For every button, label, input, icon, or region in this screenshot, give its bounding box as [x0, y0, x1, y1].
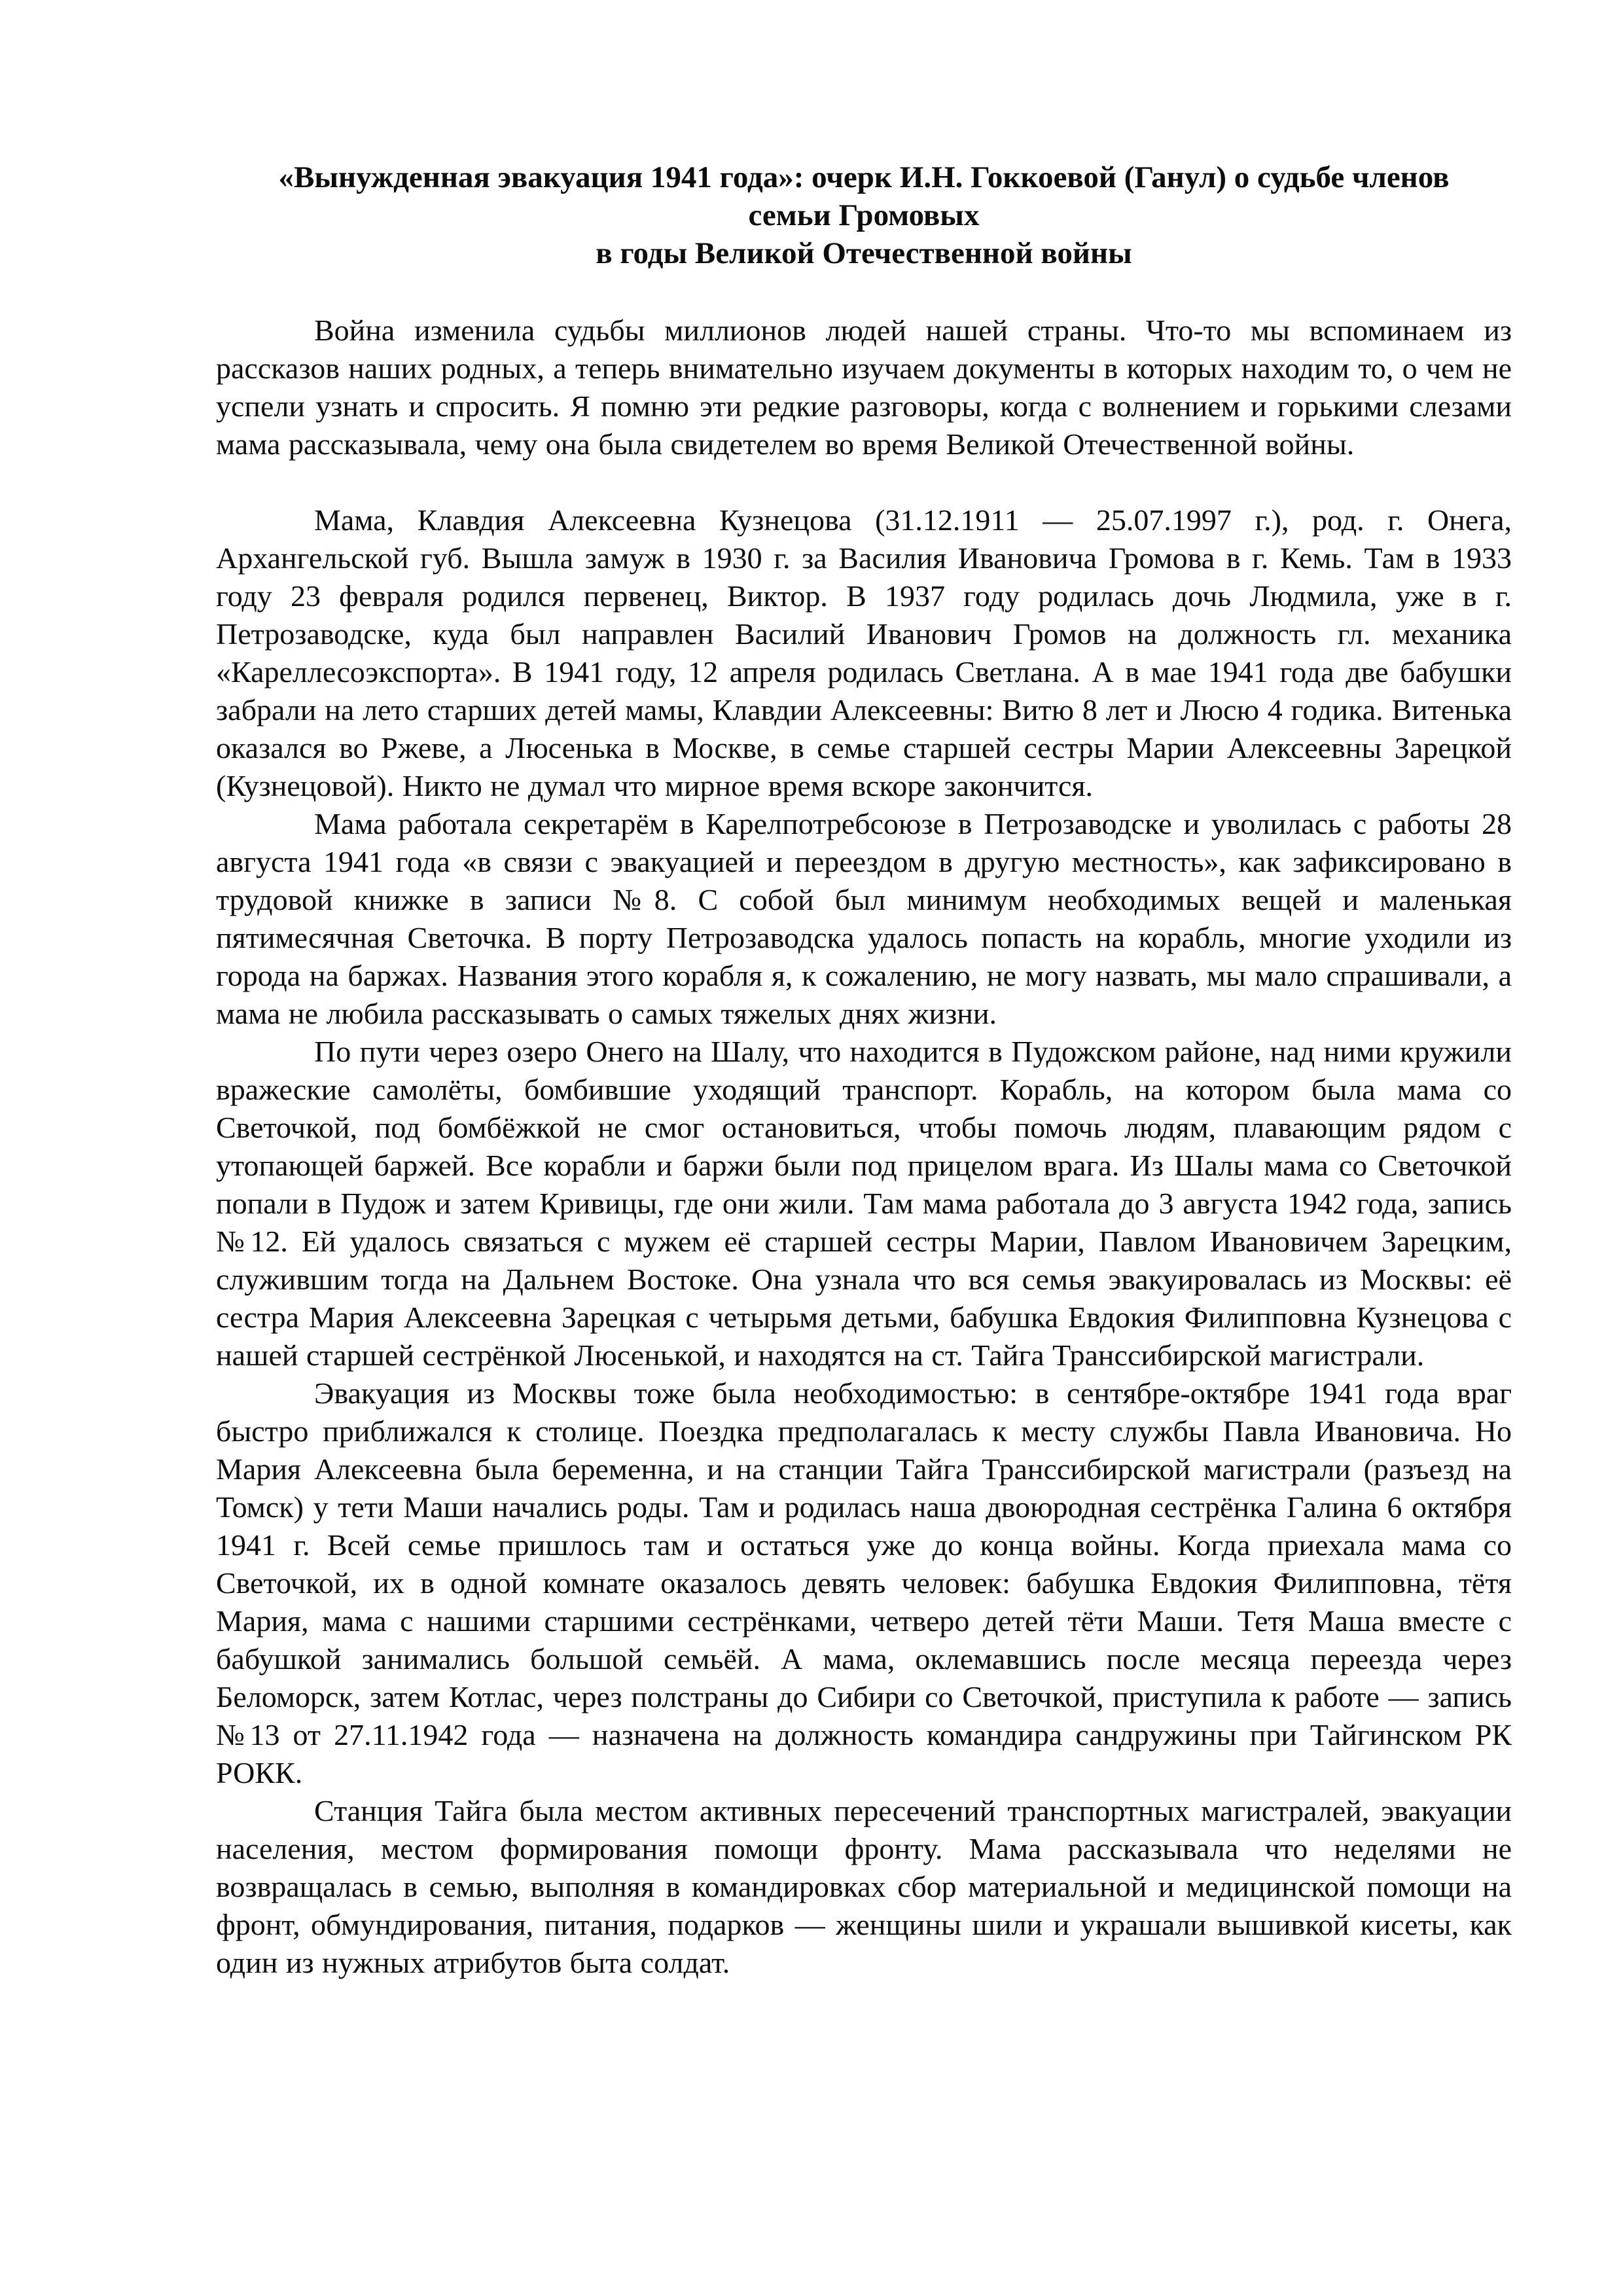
paragraph-onego-journey: По пути через озеро Онего на Шалу, что находится в Пудожском районе, над ними кружили вражеские самолёты, бомбившие уходящий транспорт. Корабль, на котором была мама со Светочкой, под бомбёжкой не смог остановиться, чтобы помочь людям, плавающим рядом с утопающей баржей. Все корабли и баржи были под прицелом врага. Из Шалы мама со Светочкой попали в Пудож и затем Кривицы, где они жили. Там мама работала до 3 августа 1942 года, запись №12. Ей удалось связаться с мужем её старшей сестры Марии, Павлом Ивановичем Зарецким, служившим тогда на Дальнем Востоке. Она узнала что вся семья эвакуировалась из Москвы: её сестра Мария Алексеевна Зарецкая с четырьмя детьми, бабушка Евдокия Филипповна Кузнецова с нашей старшей сестрёнкой Люсенькой, и находятся на ст. Тайга Транссибирской магистрали. — [216, 1035, 1512, 1372]
paragraph-moscow-evacuation: Эвакуация из Москвы тоже была необходимостью: в сентябре-октябре 1941 года враг быстро приближался к столице. Поездка предполагалась к месту службы Павла Ивановича. Но Мария Алексеевна была беременна, и на станции Тайга Транссибирской магистрали (разъезд на Томск) у тети Маши начались роды. Там и родилась наша двоюродная сестрёнка Галина 6 октября 1941 г. Всей семье пришлось там и остаться уже до конца войны. Когда приехала мама со Светочкой, их в одной комнате оказалось девять человек: бабушка Евдокия Филипповна, тётя Мария, мама с нашими старшими сестрёнками, четверо детей тёти Маши. Тетя Маша вместе с бабушкой занимались большой семьёй. А мама, оклемавшись после месяца переезда через Беломорск, затем Котлас, через полстраны до Сибири со Светочкой, приступила к работе — запись №13 от 27.11.1942 года — назначена на должность командира сандружины при Тайгинском РК РОКК. — [216, 1376, 1512, 1789]
paragraph-taiga-station: Станция Тайга была местом активных пересечений транспортных магистралей, эвакуации населения, местом формирования помощи фронту. Мама рассказывала что неделями не возвращалась в семью, выполняя в командировках сбор материальной и медицинской помощи на фронт, обмундирования, питания, подарков — женщины шили и украшали вышивкой кисеты, как один из нужных атрибутов быта солдат. — [216, 1794, 1512, 1979]
essay-title — [216, 158, 1512, 272]
essay-content — [216, 158, 1512, 1982]
paragraph-mother-biography: Мама, Клавдия Алексеевна Кузнецова (31.12.1911 — 25.07.1997 г.), род. г. Онега, Архангельской губ. Вышла замуж в 1930 г. за Василия Ивановича Громова в г. Кемь. Там в 1933 году 23 февраля родился первенец, Виктор. В 1937 году родилась дочь Людмила, уже в г. Петрозаводске, куда был направлен Василий Иванович Громов на должность гл. механика «Кареллесоэкспорта». В 1941 году, 12 апреля родилась Светлана. А в мае 1941 года две бабушки забрали на лето старших детей мамы, Клавдии Алексеевны: Витю 8 лет и Люсю 4 годика. Витенька оказался во Ржеве, а Люсенька в Москве, в семье старшей сестры Марии Алексеевны Зарецкой (Кузнецовой). Никто не думал что мирное время вскоре закончится. — [216, 503, 1512, 802]
paragraph-work-and-evacuation: Мама работала секретарём в Карелпотребсоюзе в Петрозаводске и уволилась с работы 28 августа 1941 года «в связи с эвакуацией и переездом в другую местность», как зафиксировано в трудовой книжке в записи №8. С собой был минимум необходимых вещей и маленькая пятимесячная Светочка. В порту Петрозаводска удалось попасть на корабль, многие уходили из города на баржах. Названия этого корабля я, к сожалению, не могу назвать, мы мало спрашивали, а мама не любила рассказывать о самых тяжелых днях жизни. — [216, 807, 1512, 1030]
title-line-1: «Вынужденная эвакуация 1941 года»: очерк И.Н. Гоккоевой (Ганул) о судьбе членов — [278, 160, 1450, 194]
title-line-2: семьи Громовых — [748, 198, 980, 232]
paragraph-war-intro: Война изменила судьбы миллионов людей нашей страны. Что-то мы вспоминаем из рассказов наших родных, а теперь внимательно изучаем документы в которых находим то, о чем не успели узнать и спросить. Я помню эти редкие разговоры, когда с волнением и горькими слезами мама рассказывала, чему она была свидетелем во время Великой Отечественной войны. — [216, 314, 1512, 461]
title-line-3: в годы Великой Отечественной войны — [596, 236, 1132, 270]
